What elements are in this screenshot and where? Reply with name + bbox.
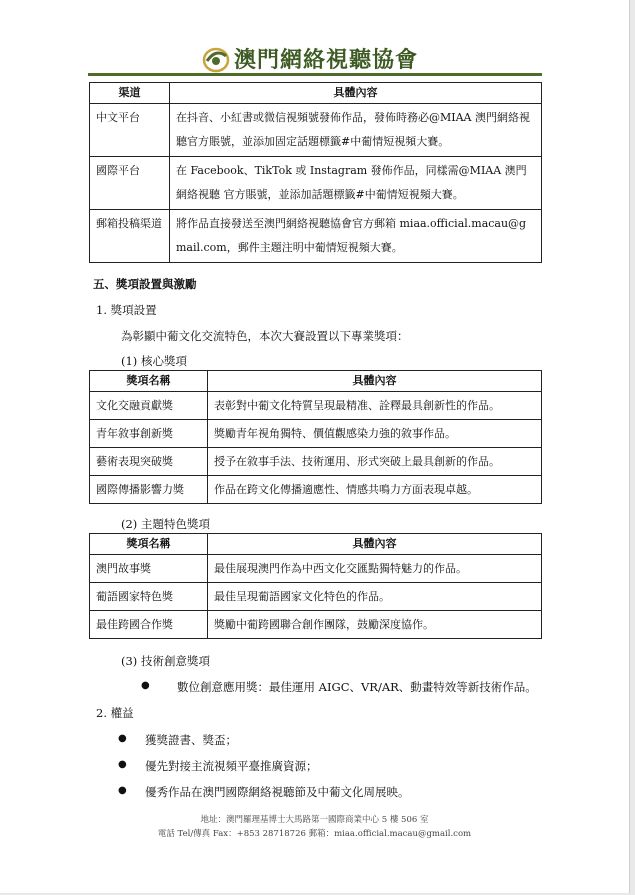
channel-name: 中文平台	[90, 104, 170, 157]
letterhead	[88, 40, 542, 76]
table-row	[90, 104, 542, 157]
item-heading: 2. 權益	[96, 706, 134, 720]
table-row	[90, 210, 542, 263]
intro-text: 為彰顯中葡文化交流特色，本次大賽設置以下專業獎項：	[121, 329, 409, 343]
award-content: 獎勵中葡跨國聯合創作團隊，鼓勵深度協作。	[208, 611, 542, 639]
channel-content: 將作品直接發送至澳門網絡視聽協會官方郵箱 miaa.official.macau@gmail.com，郵件主題注明中葡情短視頻大賽。	[170, 210, 542, 263]
bullet-icon: ●	[118, 733, 127, 744]
theme-awards-table	[89, 533, 542, 639]
column-header: 具體內容	[208, 371, 542, 392]
bullet-text: 數位創意應用獎：最佳運用 AIGC、VR/AR、動畫特效等新技術作品。	[177, 680, 537, 694]
channel-content: 在抖音、小紅書或微信視頻號發佈作品，發佈時務必@MIAA 澳門網絡視聽官方賬號，並添加固定話題標籤#中葡情短視頻大賽。	[170, 104, 542, 157]
award-name: 澳門故事獎	[90, 555, 208, 583]
subsection-heading: (2) 主題特色獎項	[121, 517, 210, 531]
column-header: 渠道	[90, 83, 170, 104]
award-content: 表彰對中葡文化特質呈現最精准、詮釋最具創新性的作品。	[208, 392, 542, 420]
channel-content: 在 Facebook、TikTok 或 Instagram 發佈作品，同樣需@MIAA 澳門網絡視聽 官方賬號，並添加話題標籤#中葡情短視頻大賽。	[170, 157, 542, 210]
award-content: 作品在跨文化傳播適應性、情感共鳴力方面表現卓越。	[208, 476, 542, 504]
table-row	[90, 611, 542, 639]
table-row	[90, 476, 542, 504]
table-row	[90, 555, 542, 583]
table-header-row	[90, 83, 542, 104]
bullet-icon: ●	[141, 680, 150, 691]
miaa-logo-icon	[201, 44, 231, 74]
award-name: 最佳跨國合作獎	[90, 611, 208, 639]
bullet-icon: ●	[118, 785, 127, 796]
table-header-row	[90, 371, 542, 392]
award-name: 國際傳播影響力獎	[90, 476, 208, 504]
award-name: 葡語國家特色獎	[90, 583, 208, 611]
core-awards-table	[89, 370, 542, 504]
org-name: 澳門網絡視聽協會	[234, 47, 419, 73]
table-row	[90, 157, 542, 210]
section-title: 五、獎項設置與激勵	[93, 277, 197, 291]
table-row	[90, 392, 542, 420]
award-name: 青年敘事創新獎	[90, 420, 208, 448]
footer-address: 地址：澳門羅理基博士大馬路第一國際商業中心 5 樓 506 室	[200, 815, 429, 825]
award-content: 授予在敘事手法、技術運用、形式突破上最具創新的作品。	[208, 448, 542, 476]
bullet-text: 優秀作品在澳門國際網絡視聽節及中葡文化周展映。	[145, 785, 410, 799]
channel-name: 郵箱投稿渠道	[90, 210, 170, 263]
column-header: 具體內容	[170, 83, 542, 104]
channels-table	[89, 82, 542, 263]
header-rule	[88, 73, 542, 76]
column-header: 獎項名稱	[90, 371, 208, 392]
column-header: 獎項名稱	[90, 534, 208, 555]
bullet-text: 獲獎證書、獎盃；	[145, 733, 237, 747]
award-content: 最佳呈現葡語國家文化特色的作品。	[208, 583, 542, 611]
bullet-icon: ●	[118, 759, 127, 770]
table-header-row	[90, 534, 542, 555]
table-row	[90, 448, 542, 476]
award-content: 獎勵青年視角獨特、價值觀感染力強的敘事作品。	[208, 420, 542, 448]
footer-contact: 電話 Tel/傳真 Fax：+853 28718726 郵箱：miaa.official.macau@gmail.com	[157, 829, 472, 839]
bullet-text: 優先對接主流視頻平臺推廣資源；	[145, 759, 318, 773]
award-name: 藝術表現突破獎	[90, 448, 208, 476]
award-content: 最佳展現澳門作為中西文化交匯點獨特魅力的作品。	[208, 555, 542, 583]
column-header: 具體內容	[208, 534, 542, 555]
table-row	[90, 583, 542, 611]
award-name: 文化交融貢獻獎	[90, 392, 208, 420]
subsection-heading: (1) 核心獎項	[121, 354, 187, 368]
table-row	[90, 420, 542, 448]
channel-name: 國際平台	[90, 157, 170, 210]
subsection-heading: (3) 技術創意獎項	[121, 654, 210, 668]
item-heading: 1. 獎項設置	[96, 303, 157, 317]
